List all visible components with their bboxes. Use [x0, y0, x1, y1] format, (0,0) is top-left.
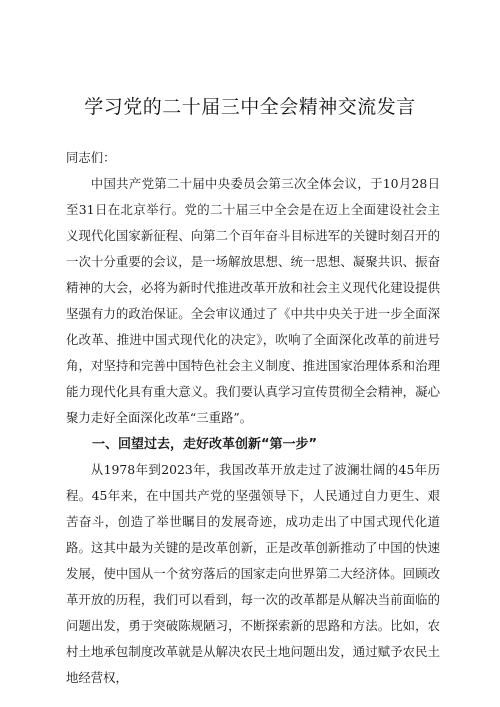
document-title: 学习党的二十届三中全会精神交流发言 — [84, 96, 416, 118]
greeting: 同志们： — [66, 150, 116, 165]
paragraph-section-1: 从1978年到2023年，我国改革开放走过了波澜壮阔的45年历程。45年来，在中国共产党的坚强领导下，人民通过自力更生、艰苦奋斗，创造了举世瞩目的发展奇迹，成功走出了中国式现代化道路。这其中最为关键的是改革创新，正是改革创新推动了中国的快速发展，使中国从一个贫穷落后的国家走向世界第二大经济体。回顾改革开放的历程，我们可以看到，每一次的改革都是从解决当前面临的问题出发，勇于突破陈规陋习，不断探索新的思路和方法。比如，农村土地承包制度改革就是从解决农民土地问题出发，通过赋予农民土地经营权， — [66, 462, 440, 685]
section-heading-1: 一、回望过去，走好改革创新“第一步” — [92, 437, 318, 452]
paragraph-intro: 中国共产党第二十届中央委员会第三次全体会议，于10月28日至31日在北京举行。党的二十届三中全会是在迈上全面建设社会主义现代化国家新征程、向第二个百年奋斗目标进军的关键时刻召开的一次十分重要的会议，是一场解放思想、统一思想、凝聚共识、振奋精神的大会，必将为新时代推进改革开放和社会主义现代化建设提供坚强有力的政治保证。全会审议通过了《中共中央关于进一步全面深化改革、推进中国式现代化的决定》，吹响了全面深化改革的前进号角，对坚持和完善中国特色社会主义制度、推进国家治理体系和治理能力现代化具有重大意义。我们要认真学习宣传贯彻全会精神，凝心聚力走好全面深化改革“三重路”。 — [66, 176, 440, 425]
